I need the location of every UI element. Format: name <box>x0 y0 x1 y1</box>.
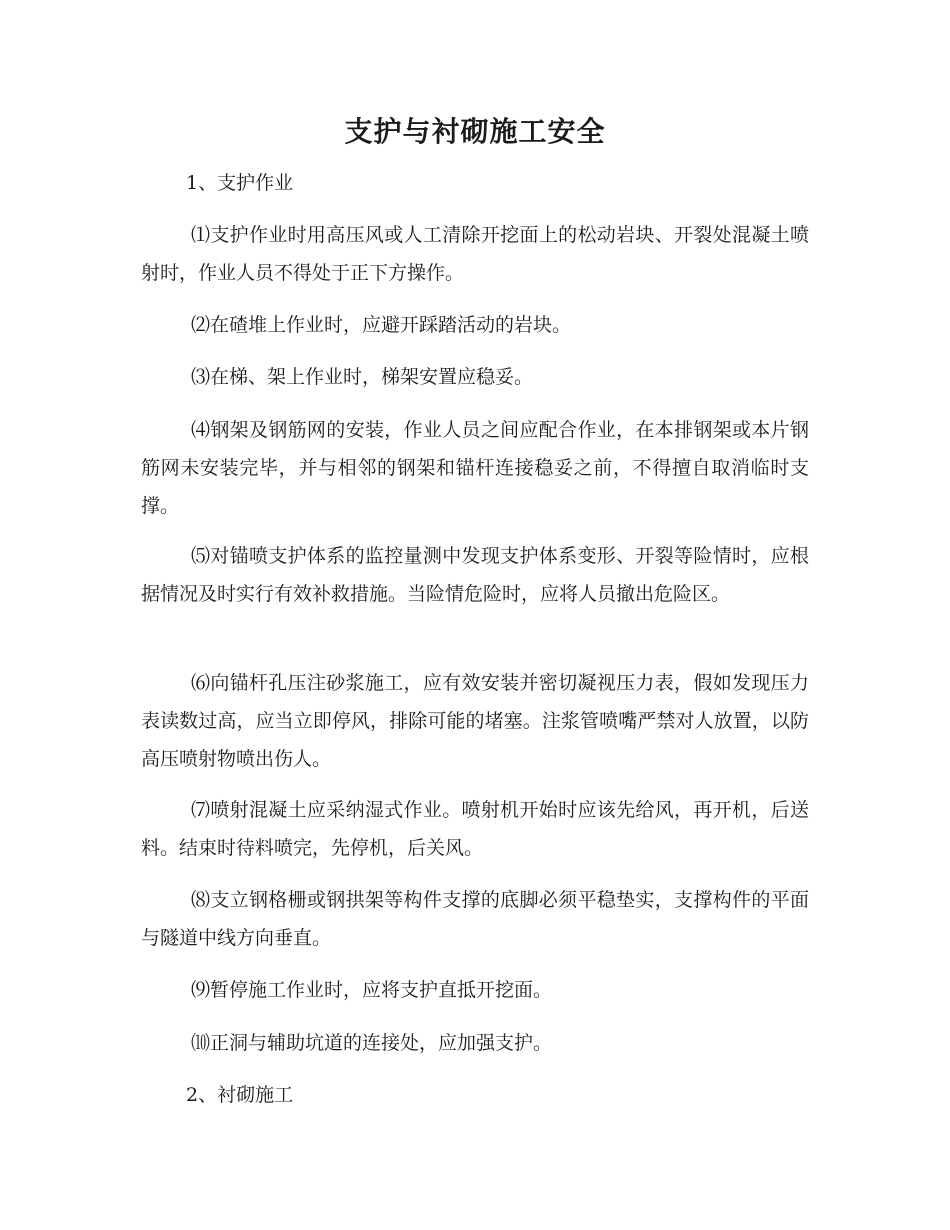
paragraph-1 <box>141 216 809 292</box>
paragraph-4 <box>141 411 809 525</box>
paragraph-text: ⑷钢架及钢筋网的安装，作业人员之间应配合作业，在本排钢架或本片钢筋网未安装完毕，并与相邻的钢架和锚杆连接稳妥之前，不得擅自取消临时支撑。 <box>141 419 809 517</box>
paragraph-text: ⑼暂停施工作业时，应将支护直抵开挖面。 <box>191 979 553 1001</box>
paragraph-text: ⑻支立钢格栅或钢拱架等构件支撑的底脚必须平稳垫实，支撑构件的平面与隧道中线方向垂直。 <box>141 889 809 949</box>
paragraph-text: ⑶在梯、架上作业时，梯架安置应稳妥。 <box>191 366 534 388</box>
section-heading-lining: 2、衬砌施工 <box>186 1084 294 1106</box>
paragraph-8 <box>141 881 809 957</box>
paragraph-10 <box>141 1024 809 1062</box>
paragraph-6 <box>141 664 809 778</box>
paragraph-text: ⑺喷射混凝土应采纳湿式作业。喷射机开始时应该先给风，再开机，后送料。结束时待料喷完，先停机，后关风。 <box>141 799 809 859</box>
paragraph-text: ⑹向锚杆孔压注砂浆施工，应有效安装并密切凝视压力表，假如发现压力表读数过高，应当立即停风，排除可能的堵塞。注浆管喷嘴严禁对人放置，以防高压喷射物喷出伤人。 <box>141 672 809 770</box>
paragraph-text: ⑵在碴堆上作业时，应避开踩踏活动的岩块。 <box>191 314 572 336</box>
document-title: 支护与衬砌施工安全 <box>344 115 606 148</box>
paragraph-7 <box>141 791 809 867</box>
paragraph-text: ⑴支护作业时用高压风或人工清除开挖面上的松动岩块、开裂处混凝土喷射时，作业人员不得处于正下方操作。 <box>141 224 809 284</box>
paragraph-3 <box>141 358 809 396</box>
paragraph-text: ⑸对锚喷支护体系的监控量测中发现支护体系变形、开裂等险情时，应根据情况及时实行有效补救措施。当险情危险时，应将人员撤出危险区。 <box>141 545 809 605</box>
section-heading-support: 1、支护作业 <box>186 172 294 194</box>
paragraph-2 <box>141 306 809 344</box>
paragraph-9 <box>141 971 809 1009</box>
paragraph-5 <box>141 537 809 613</box>
paragraph-text: ⑽正洞与辅助坑道的连接处，应加强支护。 <box>191 1032 553 1054</box>
